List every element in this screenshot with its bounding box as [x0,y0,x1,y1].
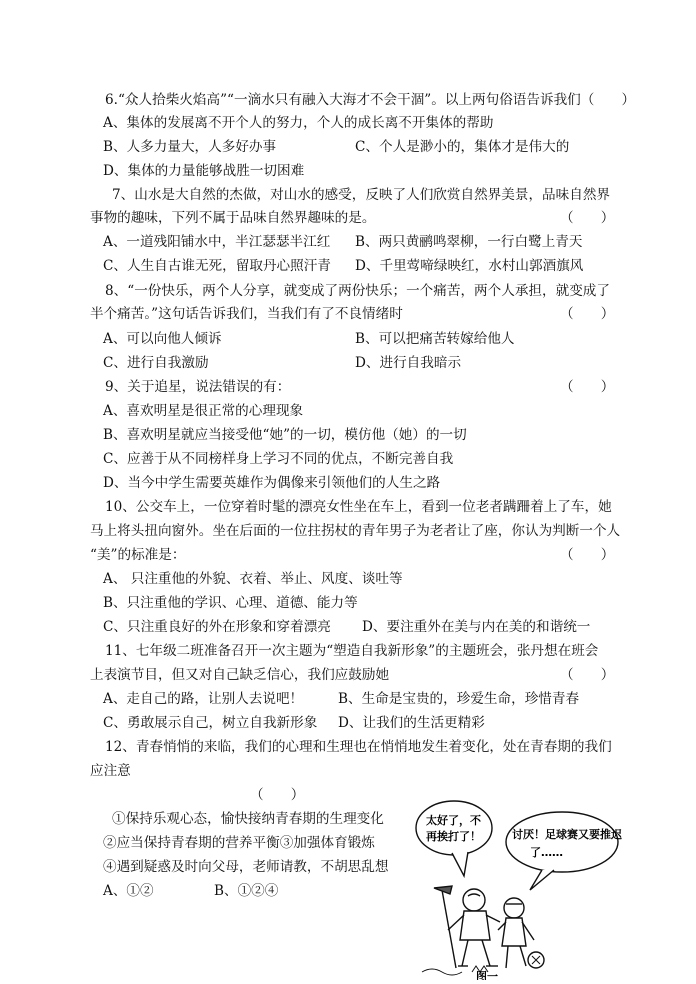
q12-option-a: A、①② [103,883,154,899]
q10-answer-paren: （ ） [560,547,615,563]
q10-option-c: C、只注重良好的外在形象和穿着漂亮 [103,619,331,635]
cartoon-drawing [412,790,622,980]
left-bubble-line1: 太好了，不 [426,814,481,827]
q8-stem-line1: 8、“一份快乐，两个人分享，就变成了两份快乐；一个痛苦，两个人承担，就变成了 [105,283,610,299]
q12-answer-paren: （ ） [250,787,305,803]
q6-option-c: C、个人是渺小的，集体才是伟大的 [355,139,570,155]
q7-option-b: B、两只黄鹂鸣翠柳，一行白鹭上青天 [355,234,583,250]
right-speech-bubble [506,812,618,872]
q12-item-1: ①保持乐观心态，愉快接纳青春期的生理变化 [112,811,384,827]
q11-option-d: D、让我们的生活更精彩 [338,715,485,731]
q12-stem-line2: 应注意 [90,763,131,779]
q7-stem-line1: 7、山水是大自然的杰做，对山水的感受，反映了人们欣赏自然界美景，品味自然界 [112,187,611,203]
q11-option-b: B、生命是宝贵的，珍爱生命，珍惜青春 [338,691,580,707]
q7-option-d: D、千里莺啼绿映红，水村山郭酒旗风 [355,258,584,274]
q7-stem-line2: 事物的趣味，下列不属于品味自然界趣味的是。 [90,210,376,226]
q8-option-c: C、进行自我激励 [103,355,209,371]
q9-stem: 9、关于追星，说法错误的有： [105,379,291,395]
grass [422,969,462,975]
q12-item-4: ④遇到疑惑及时向父母，老师请教，不胡思乱想 [103,859,389,875]
left-bubble-tail [452,852,468,876]
q9-option-d: D、当今中学生需要英雄作为偶像来引领他们的人生之路 [103,475,441,491]
q10-stem-line3: “美”的标准是： [90,547,186,563]
q8-option-d: D、进行自我暗示 [355,355,462,371]
q8-answer-paren: （ ） [560,306,615,322]
right-bubble-line1: 讨厌！足球赛又要推迟 [512,828,622,841]
q8-option-b: B、可以把痛苦转嫁给他人 [355,331,515,347]
hoe [434,886,456,968]
right-bubble-tail [530,870,554,890]
left-bubble-line2: 再挨打了！ [426,830,481,843]
q11-answer-paren: （ ） [560,667,615,683]
q9-option-a: A、喜欢明星是很正常的心理现象 [103,403,304,419]
q11-stem-line1: 11、七年级二班准备召开一次主题为“塑造自我新形象”的主题班会，张丹想在班会 [105,643,599,659]
right-bubble-line2: 了…… [530,846,563,859]
q7-option-a: A、一道残阳铺水中，半江瑟瑟半江红 [103,234,331,250]
q10-option-d: D、要注重外在美与内在美的和谐统一 [362,619,591,635]
q10-stem-line2: 马上将头扭向窗外。坐在后面的一位拄拐杖的青年男子为老者让了座，你认为判断一个人 [90,523,621,539]
q12-item-2-3: ②应当保持青春期的营养平衡③加强体育锻炼 [103,835,375,851]
q8-stem-line2: 半个痛苦。”这句话告诉我们，当我们有了不良情绪时 [90,306,403,322]
figure-caption: 图一 [476,970,498,980]
q9-option-c: C、应善于从不同榜样身上学习不同的优点，不断完善自我 [103,451,454,467]
q10-option-a: A、 只注重他的外貌、衣着、举止、风度、谈吐等 [103,571,403,587]
left-figure [448,889,500,966]
figure-cartoon [412,790,622,980]
q10-option-b: B、只注重他的学识、心理、道德、能力等 [103,595,358,611]
q12-stem-line1: 12、青春悄悄的来临，我们的心理和生理也在悄悄地发生着变化，处在青春期的我们 [105,739,612,755]
q6-stem: 6.“众人拾柴火焰高”“一滴水只有融入大海才不会干涸”。以上两句俗语告诉我们（ ） [105,92,636,108]
q11-option-a: A、走自己的路，让别人去说吧！ [103,691,304,707]
q8-option-a: A、可以向他人倾诉 [103,331,222,347]
q11-stem-line2: 上表演节目，但又对自己缺乏信心，我们应鼓励她 [90,667,390,683]
q9-option-b: B、喜欢明星就应当接受他“她”的一切，模仿他（她）的一切 [103,427,467,443]
q9-answer-paren: （ ） [560,379,615,395]
q11-option-c: C、勇敢展示自己，树立自我新形象 [103,715,318,731]
q7-option-c: C、人生自古谁无死，留取丹心照汗青 [103,258,331,274]
q6-option-a: A、集体的发展离不开个人的努力，个人的成长离不开集体的帮助 [103,115,494,131]
left-speech-bubble [416,801,492,855]
q10-stem-line1: 10、公交车上，一位穿着时髦的漂亮女性坐在车上，看到一位老者蹒跚着上了车，她 [105,499,612,515]
q7-answer-paren: （ ） [560,210,615,226]
q12-option-b: B、①②④ [214,883,279,899]
q6-option-d: D、集体的力量能够战胜一切困难 [103,163,305,179]
q6-option-b: B、人多力量大，人多好办事 [103,139,277,155]
